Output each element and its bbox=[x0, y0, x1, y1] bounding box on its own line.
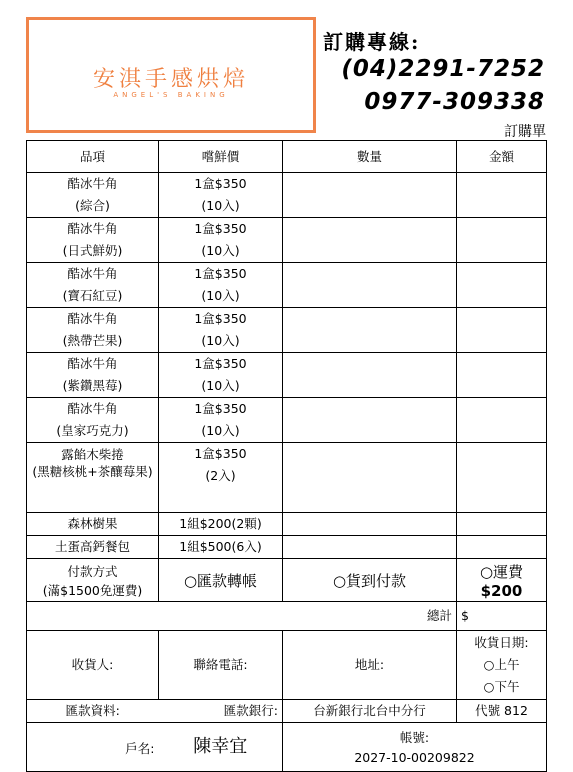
product-price: 1盒$350 (10入) bbox=[159, 353, 283, 398]
amount-cell[interactable] bbox=[457, 398, 547, 443]
bank-row bbox=[27, 700, 547, 723]
product-price: 1盒$350 (10入) bbox=[159, 308, 283, 353]
morning-option[interactable]: ○上午 bbox=[483, 657, 520, 672]
table-row bbox=[27, 513, 547, 536]
col-qty: 數量 bbox=[283, 141, 457, 173]
table-row bbox=[27, 398, 547, 443]
qty-cell[interactable] bbox=[283, 218, 457, 263]
receiver-address[interactable]: 地址: bbox=[283, 631, 457, 700]
receiver-phone[interactable]: 聯絡電話: bbox=[159, 631, 283, 700]
amount-cell[interactable] bbox=[457, 263, 547, 308]
qty-cell[interactable] bbox=[283, 443, 457, 513]
payment-label: 付款方式 (滿$1500免運費) bbox=[27, 559, 159, 602]
product-name: 土蛋高鈣餐包 bbox=[27, 536, 159, 559]
product-price: 1盒$350 (10入) bbox=[159, 398, 283, 443]
qty-cell[interactable] bbox=[283, 398, 457, 443]
table-row bbox=[27, 443, 547, 513]
afternoon-option[interactable]: ○下午 bbox=[483, 679, 520, 694]
payment-option-cod[interactable]: ○貨到付款 bbox=[283, 559, 457, 602]
order-table bbox=[26, 140, 547, 772]
product-name: 露餡木柴捲 (黑糖核桃+茶釀莓果) bbox=[27, 443, 159, 513]
receive-date[interactable]: 收貨日期: ○上午 ○下午 bbox=[457, 631, 547, 700]
total-label: 總計 bbox=[283, 602, 457, 631]
receiver-row bbox=[27, 631, 547, 700]
qty-cell[interactable] bbox=[283, 513, 457, 536]
product-price: 1盒$350 (10入) bbox=[159, 263, 283, 308]
table-header bbox=[27, 141, 547, 173]
qty-cell[interactable] bbox=[283, 263, 457, 308]
amount-cell[interactable] bbox=[457, 443, 547, 513]
logo-subtitle: ANGEL'S BAKING bbox=[113, 91, 229, 99]
total-row bbox=[27, 602, 547, 631]
product-name: 酷冰牛角 (皇家巧克力) bbox=[27, 398, 159, 443]
amount-cell[interactable] bbox=[457, 513, 547, 536]
product-name: 酷冰牛角 (熱帶芒果) bbox=[27, 308, 159, 353]
amount-cell[interactable] bbox=[457, 173, 547, 218]
product-name: 酷冰牛角 (日式鮮奶) bbox=[27, 218, 159, 263]
amount-cell[interactable] bbox=[457, 536, 547, 559]
product-name: 酷冰牛角 (紫鑽黑莓) bbox=[27, 353, 159, 398]
table-row bbox=[27, 308, 547, 353]
product-price: 1盒$350 (10入) bbox=[159, 218, 283, 263]
product-price: 1盒$350 (10入) bbox=[159, 173, 283, 218]
qty-cell[interactable] bbox=[283, 308, 457, 353]
account-number: 帳號: 2027-10-00209822 bbox=[283, 723, 547, 772]
account-row bbox=[27, 723, 547, 772]
phone-number-1: (04)2291-7252 bbox=[341, 56, 545, 82]
amount-cell[interactable] bbox=[457, 353, 547, 398]
account-name-label: 戶名: bbox=[27, 723, 159, 772]
qty-cell[interactable] bbox=[283, 353, 457, 398]
brand-logo bbox=[26, 17, 316, 133]
bank-info-label: 匯款資料: bbox=[27, 700, 159, 723]
col-amount: 金額 bbox=[457, 141, 547, 173]
table-row bbox=[27, 536, 547, 559]
payment-option-transfer[interactable]: ○匯款轉帳 bbox=[159, 559, 283, 602]
phone-number-2: 0977-309338 bbox=[364, 89, 545, 115]
qty-cell[interactable] bbox=[283, 173, 457, 218]
product-price: 1組$200(2顆) bbox=[159, 513, 283, 536]
form-title: 訂購單 bbox=[504, 124, 546, 140]
product-name: 森林樹果 bbox=[27, 513, 159, 536]
receiver-name[interactable]: 收貨人: bbox=[27, 631, 159, 700]
total-amount[interactable]: $ bbox=[457, 602, 547, 631]
table-row bbox=[27, 173, 547, 218]
logo-name: 安淇手感烘焙 bbox=[92, 67, 249, 92]
product-price: 1組$500(6入) bbox=[159, 536, 283, 559]
bank-name: 台新銀行北台中分行 bbox=[283, 700, 457, 723]
amount-cell[interactable] bbox=[457, 308, 547, 353]
hotline-label: 訂購專線: bbox=[323, 30, 421, 54]
account-name: 陳幸宜 bbox=[159, 723, 283, 772]
col-price: 嚐鮮價 bbox=[159, 141, 283, 173]
table-row bbox=[27, 353, 547, 398]
bank-label: 匯款銀行: bbox=[159, 700, 283, 723]
qty-cell[interactable] bbox=[283, 536, 457, 559]
product-name: 酷冰牛角 (綜合) bbox=[27, 173, 159, 218]
col-item: 品項 bbox=[27, 141, 159, 173]
payment-row bbox=[27, 559, 547, 602]
shipping-fee[interactable]: ○運費 $200 bbox=[457, 559, 547, 602]
table-row bbox=[27, 263, 547, 308]
amount-cell[interactable] bbox=[457, 218, 547, 263]
bank-code: 代號 812 bbox=[457, 700, 547, 723]
product-price: 1盒$350 (2入) bbox=[159, 443, 283, 513]
table-row bbox=[27, 218, 547, 263]
product-name: 酷冰牛角 (寶石紅豆) bbox=[27, 263, 159, 308]
